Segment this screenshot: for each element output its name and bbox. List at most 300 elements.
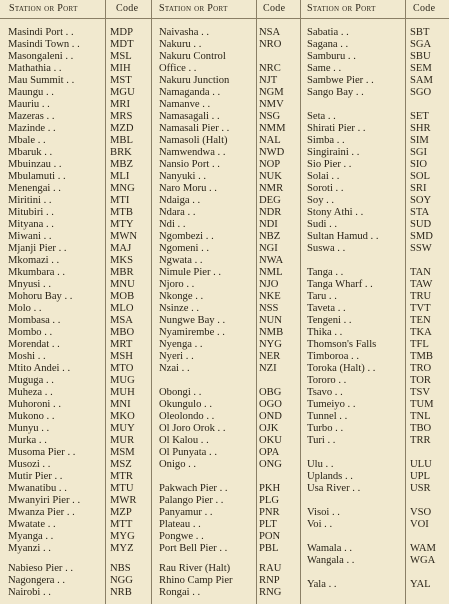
station-row <box>300 351 449 363</box>
station-name: Mkomazi . . <box>8 255 60 266</box>
station-code: DEG <box>259 195 281 206</box>
station-name: Pakwach Pier . . <box>159 483 228 494</box>
station-name: Mathathia . . <box>8 63 62 74</box>
station-name: Miwani . . <box>8 231 52 242</box>
station-name: Maungu . . <box>8 87 54 98</box>
station-code: MTB <box>110 207 133 218</box>
station-code: SEM <box>410 63 432 74</box>
station-row <box>151 63 300 75</box>
station-name: Tumeiyo . . <box>307 399 356 410</box>
station-header: Station or Port <box>9 3 78 14</box>
station-name: Uplands . . <box>307 471 353 482</box>
station-code: MBR <box>110 267 134 278</box>
station-row <box>151 87 300 99</box>
station-code: MGU <box>110 87 135 98</box>
station-name: Rhino Camp Pier <box>159 575 233 586</box>
station-code: MSL <box>110 51 132 62</box>
station-row <box>0 207 151 219</box>
station-code: OGO <box>259 399 282 410</box>
station-code: TRO <box>410 363 432 374</box>
station-code: MBO <box>110 327 135 338</box>
station-name: Nagongera . . <box>8 575 66 586</box>
station-row <box>300 543 449 555</box>
station-code: NMR <box>259 183 284 194</box>
station-row <box>0 387 151 399</box>
station-name: Masindi Port . . <box>8 27 74 38</box>
station-row <box>300 471 449 483</box>
station-name: Tsavo . . <box>307 387 343 398</box>
station-name: Toroka (Halt) . . <box>307 363 376 374</box>
station-row <box>300 483 449 495</box>
station-name: Naro Moru . . <box>159 183 217 194</box>
station-code: MTU <box>110 483 134 494</box>
station-code: OBG <box>259 387 282 398</box>
station-row <box>300 555 449 567</box>
station-code: NGI <box>259 243 278 254</box>
station-name: Nakuru Control <box>159 51 226 62</box>
station-name: Soy . . <box>307 195 335 206</box>
station-row <box>0 171 151 183</box>
station-row <box>300 75 449 87</box>
station-row <box>0 351 151 363</box>
station-row <box>151 447 300 459</box>
station-row <box>300 195 449 207</box>
station-name: Myanga . . <box>8 531 54 542</box>
station-row <box>300 303 449 315</box>
station-row <box>300 459 449 471</box>
station-name: Ndi . . <box>159 219 186 230</box>
station-code: USR <box>410 483 431 494</box>
station-row <box>300 27 449 39</box>
station-name: Turbo . . <box>307 423 344 434</box>
station-code: NML <box>259 267 283 278</box>
station-name: Myanzi . . <box>8 543 51 554</box>
station-name: Njoro . . <box>159 279 195 290</box>
station-name: Samburu . . <box>307 51 356 62</box>
station-code: MRI <box>110 99 131 110</box>
station-row <box>151 327 300 339</box>
station-name: Ol Joro Orok . . <box>159 423 226 434</box>
station-name: Mitubiri . . <box>8 207 54 218</box>
station-code: MWR <box>110 495 137 506</box>
station-row <box>300 87 449 99</box>
column-1 <box>0 0 151 604</box>
station-row <box>151 399 300 411</box>
station-name: Mwanza Pier . . <box>8 507 75 518</box>
station-name: Mityana . . <box>8 219 54 230</box>
station-row <box>151 231 300 243</box>
code-header: Code <box>263 3 286 14</box>
station-name: Mbale . . <box>8 135 46 146</box>
station-row <box>151 483 300 495</box>
station-code: TEN <box>410 315 431 326</box>
station-name: Mbulamuti . . <box>8 171 66 182</box>
station-code: NJO <box>259 279 279 290</box>
station-code: MZP <box>110 507 132 518</box>
station-name: Mombasa . . <box>8 315 61 326</box>
station-row <box>151 147 300 159</box>
station-code: SRI <box>410 183 427 194</box>
station-code: BRK <box>110 147 132 158</box>
station-name: Tengeni . . <box>307 315 352 326</box>
station-row <box>151 587 300 599</box>
station-row <box>0 159 151 171</box>
station-name: Taru . . <box>307 291 337 302</box>
station-row <box>300 315 449 327</box>
column-2 <box>151 0 300 604</box>
station-name: Nanyuki . . <box>159 171 207 182</box>
station-row <box>0 63 151 75</box>
station-name: Mbaruk . . <box>8 147 53 158</box>
station-code: MZD <box>110 123 134 134</box>
station-name: Palango Pier . . <box>159 495 224 506</box>
station-code: MNG <box>110 183 135 194</box>
station-code: YAL <box>410 579 431 590</box>
station-name: Sagana . . <box>307 39 349 50</box>
station-name: Thomson's Falls <box>307 339 377 350</box>
station-code: SMD <box>410 231 433 242</box>
station-name: Office . . <box>159 63 197 74</box>
station-name: Mutir Pier . . <box>8 471 63 482</box>
station-code: MBZ <box>110 159 133 170</box>
station-code: WAM <box>410 543 436 554</box>
station-name: Molo . . <box>8 303 42 314</box>
station-row <box>151 563 300 575</box>
station-row <box>0 51 151 63</box>
station-code: MRT <box>110 339 133 350</box>
station-name: Suswa . . <box>307 243 346 254</box>
station-code: MLO <box>110 303 134 314</box>
station-name: Seta . . <box>307 111 336 122</box>
station-name: Nakuru . . <box>159 39 202 50</box>
station-row <box>300 39 449 51</box>
station-name: Stony Athi . . <box>307 207 364 218</box>
station-name: Ol Punyata . . <box>159 447 217 458</box>
station-code: SOL <box>410 171 431 182</box>
station-code: MTR <box>110 471 133 482</box>
station-code: MOB <box>110 291 135 302</box>
station-row <box>300 171 449 183</box>
station-row <box>151 39 300 51</box>
station-name: Nkonge . . <box>159 291 204 302</box>
station-code: NMB <box>259 327 284 338</box>
station-row <box>300 423 449 435</box>
station-name: Muhoroni . . <box>8 399 61 410</box>
station-code: NGG <box>110 575 133 586</box>
station-name: Nyenga . . <box>159 339 203 350</box>
station-row <box>300 111 449 123</box>
station-row <box>151 51 300 63</box>
station-code: MKO <box>110 411 135 422</box>
station-row <box>0 111 151 123</box>
station-row <box>0 219 151 231</box>
station-name: Nimule Pier . . <box>159 267 222 278</box>
station-code: TNL <box>410 411 431 422</box>
station-row <box>0 447 151 459</box>
station-code: MNI <box>110 399 131 410</box>
station-name: Sio Pier . . <box>307 159 352 170</box>
station-row <box>151 435 300 447</box>
station-row <box>0 587 151 599</box>
station-row <box>300 435 449 447</box>
station-code: MDP <box>110 27 133 38</box>
station-row <box>300 243 449 255</box>
station-name: Rau River (Halt) <box>159 563 231 574</box>
station-row <box>0 75 151 87</box>
station-row <box>0 99 151 111</box>
station-row <box>300 207 449 219</box>
station-name: Timboroa . . <box>307 351 359 362</box>
station-code: MUY <box>110 423 135 434</box>
station-name: Nairobi . . <box>8 587 51 598</box>
station-code: TMB <box>410 351 433 362</box>
station-name: Nabieso Pier . . <box>8 563 74 574</box>
station-name: Mwanatibu . . <box>8 483 67 494</box>
station-row <box>151 75 300 87</box>
station-row <box>300 267 449 279</box>
station-name: Turi . . <box>307 435 336 446</box>
station-name: Yala . . <box>307 579 337 590</box>
station-row <box>300 363 449 375</box>
station-code: NMV <box>259 99 284 110</box>
station-code: TAW <box>410 279 433 290</box>
station-row <box>0 231 151 243</box>
station-name: Ndara . . <box>159 207 196 218</box>
station-code: TOR <box>410 375 431 386</box>
station-name: Namasagali . . <box>159 111 220 122</box>
station-row <box>0 519 151 531</box>
station-row <box>0 471 151 483</box>
station-row <box>300 279 449 291</box>
station-name: Mauriu . . <box>8 99 50 110</box>
station-name: Mwatate . . <box>8 519 56 530</box>
station-name: Pongwe . . <box>159 531 204 542</box>
station-name: Mombo . . <box>8 327 53 338</box>
station-row <box>0 243 151 255</box>
station-row <box>300 183 449 195</box>
station-name: Ngombezi . . <box>159 231 214 242</box>
station-row <box>151 575 300 587</box>
station-name: Namanve . . <box>159 99 211 110</box>
station-code: MSZ <box>110 459 132 470</box>
station-code: SGA <box>410 39 432 50</box>
station-code: NDI <box>259 219 278 230</box>
station-code: PLT <box>259 519 277 530</box>
station-code: OKU <box>259 435 282 446</box>
station-row <box>0 399 151 411</box>
station-code: STA <box>410 207 430 218</box>
station-code: TBO <box>410 423 432 434</box>
station-name: Singiraini . . <box>307 147 360 158</box>
station-row <box>0 327 151 339</box>
station-name: Menengai . . <box>8 183 61 194</box>
station-row <box>0 575 151 587</box>
station-row <box>300 135 449 147</box>
station-row <box>151 195 300 207</box>
station-row <box>0 459 151 471</box>
station-name: Nyamirembe . . <box>159 327 225 338</box>
station-code: OPA <box>259 447 280 458</box>
station-name: Moshi . . <box>8 351 46 362</box>
station-code: SGI <box>410 147 428 158</box>
station-name: Masongaleni . . <box>8 51 74 62</box>
station-code: WGA <box>410 555 436 566</box>
station-row <box>151 99 300 111</box>
station-code: NJT <box>259 75 278 86</box>
station-code: ULU <box>410 459 432 470</box>
station-row <box>0 435 151 447</box>
station-code: SIO <box>410 159 428 170</box>
station-name: Ngomeni . . <box>159 243 210 254</box>
station-name: Mtito Andei . . <box>8 363 71 374</box>
station-code: NSG <box>259 111 281 122</box>
station-code: NDR <box>259 207 282 218</box>
station-code: NMM <box>259 123 286 134</box>
station-name: Tanga . . <box>307 267 344 278</box>
station-name: Usa River . . <box>307 483 361 494</box>
station-row <box>0 147 151 159</box>
station-code: NWD <box>259 147 285 158</box>
station-name: Same . . <box>307 63 342 74</box>
station-code: ONG <box>259 459 282 470</box>
station-code: MWN <box>110 231 138 242</box>
station-row <box>0 195 151 207</box>
station-name: Mkumbara . . <box>8 267 66 278</box>
station-code: MSA <box>110 315 133 326</box>
station-row <box>151 207 300 219</box>
station-name: Musozi . . <box>8 459 51 470</box>
station-code: MUR <box>110 435 135 446</box>
station-row <box>300 411 449 423</box>
station-row <box>300 123 449 135</box>
station-name: Musoma Pier . . <box>8 447 76 458</box>
station-name: Nansio Port . . <box>159 159 220 170</box>
station-row <box>151 219 300 231</box>
column-3 <box>300 0 449 604</box>
station-name: Ndaiga . . <box>159 195 201 206</box>
station-name: Ulu . . <box>307 459 334 470</box>
station-row <box>151 459 300 471</box>
station-row <box>0 39 151 51</box>
station-row <box>300 579 449 591</box>
station-row <box>151 27 300 39</box>
station-row <box>0 563 151 575</box>
station-row <box>151 543 300 555</box>
station-name: Mau Summit . . <box>8 75 75 86</box>
station-code: TRR <box>410 435 431 446</box>
station-row <box>151 411 300 423</box>
station-row <box>151 363 300 375</box>
station-name: Nzai . . <box>159 363 190 374</box>
station-row <box>300 327 449 339</box>
station-row <box>0 135 151 147</box>
station-name: Sambwe Pier . . <box>307 75 374 86</box>
station-row <box>0 315 151 327</box>
station-code: SSW <box>410 243 432 254</box>
station-row <box>0 339 151 351</box>
station-code: MUH <box>110 387 135 398</box>
station-code: RNG <box>259 587 282 598</box>
station-code: RAU <box>259 563 282 574</box>
station-row <box>0 507 151 519</box>
station-row <box>0 375 151 387</box>
station-row <box>300 375 449 387</box>
station-code: SGO <box>410 87 432 98</box>
station-row <box>151 423 300 435</box>
station-row <box>300 339 449 351</box>
station-code: MNU <box>110 279 135 290</box>
station-row <box>0 483 151 495</box>
station-code: RNP <box>259 575 280 586</box>
station-name: Visoi . . <box>307 507 340 518</box>
station-name: Tanga Wharf . . <box>307 279 373 290</box>
station-name: Namasali Pier . . <box>159 123 230 134</box>
station-row <box>151 495 300 507</box>
station-code: SBT <box>410 27 430 38</box>
station-row <box>151 243 300 255</box>
station-code: NBS <box>110 563 131 574</box>
station-name: Panyamur . . <box>159 507 213 518</box>
station-name: Ngwata . . <box>159 255 203 266</box>
station-name: Tunnel . . <box>307 411 348 422</box>
station-code: TRU <box>410 291 432 302</box>
station-name: Sultan Hamud . . <box>307 231 379 242</box>
station-name: Sudi . . <box>307 219 338 230</box>
station-code: NGM <box>259 87 284 98</box>
station-row <box>300 63 449 75</box>
station-code: NKE <box>259 291 281 302</box>
station-code: MAJ <box>110 243 132 254</box>
station-name: Sabatia . . <box>307 27 349 38</box>
station-row <box>0 303 151 315</box>
station-row <box>0 423 151 435</box>
station-code: UPL <box>410 471 431 482</box>
station-code: OJK <box>259 423 279 434</box>
station-name: Thika . . <box>307 327 343 338</box>
code-header: Code <box>413 3 436 14</box>
station-name: Mbuinzau . . <box>8 159 62 170</box>
station-name: Solai . . <box>307 171 340 182</box>
station-row <box>151 507 300 519</box>
station-code: TSV <box>410 387 431 398</box>
station-code: MST <box>110 75 132 86</box>
station-row <box>300 147 449 159</box>
station-code: NRB <box>110 587 132 598</box>
station-code: VOI <box>410 519 429 530</box>
station-name: Namwendwa . . <box>159 147 226 158</box>
station-row <box>300 387 449 399</box>
station-name: Mazeras . . <box>8 111 55 122</box>
station-code: MYZ <box>110 543 134 554</box>
station-name: Shirati Pier . . <box>307 123 366 134</box>
station-code: SOY <box>410 195 432 206</box>
station-name: Wangala . . <box>307 555 355 566</box>
station-name: Simba . . <box>307 135 345 146</box>
station-name: Obongi . . <box>159 387 202 398</box>
station-code: TKA <box>410 327 432 338</box>
station-name: Naivasha . . <box>159 27 210 38</box>
station-code: PON <box>259 531 281 542</box>
station-code: NAL <box>259 135 281 146</box>
station-code: TAN <box>410 267 431 278</box>
station-code: NUK <box>259 171 282 182</box>
station-code: SIM <box>410 135 429 146</box>
station-name: Sango Bay . . <box>307 87 364 98</box>
station-code: NZI <box>259 363 277 374</box>
station-code: MBL <box>110 135 133 146</box>
station-code: NRC <box>259 63 281 74</box>
station-row <box>300 291 449 303</box>
